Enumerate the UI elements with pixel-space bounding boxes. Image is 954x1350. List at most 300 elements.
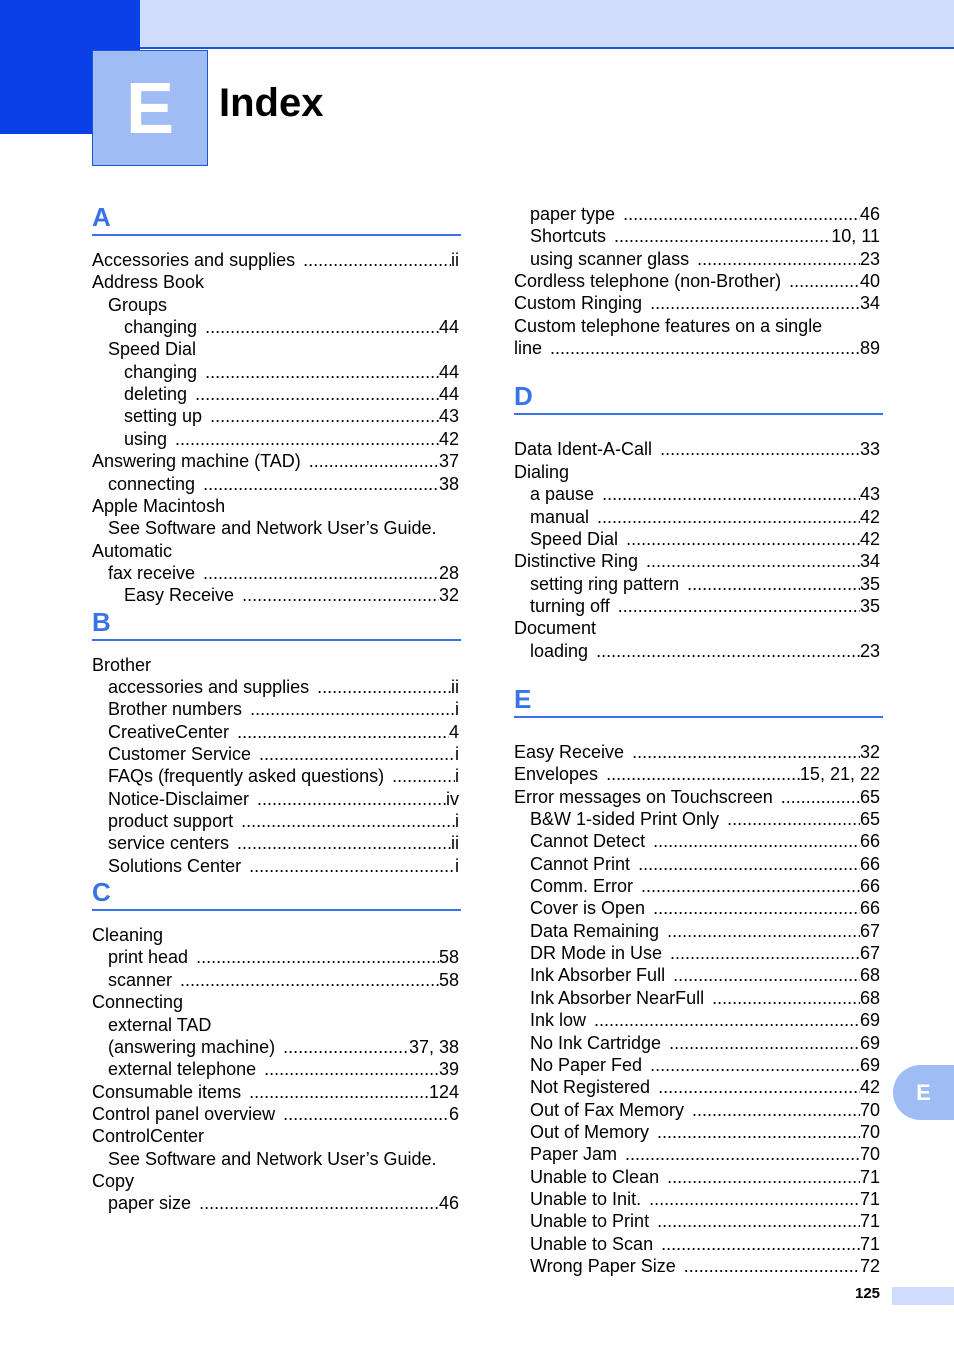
index-entry-page: 32 — [438, 585, 459, 606]
dot-leader — [661, 1032, 860, 1054]
index-entry — [530, 595, 880, 617]
index-entry-term: line — [514, 338, 543, 359]
index-entry-term: FAQs (frequently asked questions) — [108, 766, 385, 787]
dot-leader — [645, 830, 860, 852]
index-entry-term: Not Registered — [530, 1077, 651, 1098]
index-entry-page: 46 — [859, 204, 880, 224]
index-entry — [108, 562, 459, 584]
index-entry-page: i — [455, 766, 459, 787]
index-entry-term: external TAD — [108, 1014, 212, 1035]
index-entry-term: Notice-Disclaimer — [108, 788, 250, 809]
dot-leader — [773, 786, 860, 808]
index-entry — [92, 1081, 459, 1103]
index-entry-term: using scanner glass — [530, 248, 690, 269]
index-entry — [530, 1255, 880, 1277]
index-entry — [530, 1099, 880, 1121]
index-entry-page: 65 — [859, 786, 880, 807]
index-entry-page: 34 — [859, 293, 880, 314]
index-entry-term: Unable to Init. — [530, 1188, 642, 1209]
index-entry-term: Groups — [108, 294, 168, 315]
index-entry-term: Dialing — [514, 461, 570, 482]
dot-leader — [589, 506, 860, 528]
index-entry-page: 42 — [438, 428, 459, 449]
index-entry — [124, 361, 459, 383]
index-entry — [514, 292, 880, 314]
index-entry — [108, 855, 459, 877]
index-entry — [530, 897, 880, 919]
index-entry-page: 68 — [859, 965, 880, 986]
dot-leader — [606, 225, 831, 247]
index-entry-term: Unable to Print — [530, 1211, 650, 1232]
index-entry — [108, 743, 459, 765]
index-entry — [124, 428, 459, 450]
dot-leader — [662, 942, 860, 964]
index-entry-term: DR Mode in Use — [530, 943, 663, 964]
index-entry — [92, 495, 225, 517]
index-entry-term: setting up — [124, 406, 203, 427]
dot-leader — [197, 361, 439, 383]
dot-leader — [645, 897, 860, 919]
index-entry — [530, 875, 880, 897]
index-entry-term: Brother numbers — [108, 699, 243, 720]
dot-leader — [195, 473, 439, 495]
index-entry-term: No Paper Fed — [530, 1054, 643, 1075]
index-entry-term: Unable to Scan — [530, 1233, 654, 1254]
index-entry-page: 44 — [438, 384, 459, 405]
index-entry-page: 72 — [859, 1256, 880, 1276]
dot-leader — [188, 946, 439, 968]
dot-leader — [704, 987, 860, 1009]
section-heading-a: A — [92, 202, 111, 232]
index-entry-page: 66 — [859, 876, 880, 897]
index-entry-term: using — [124, 428, 168, 449]
index-entry — [530, 1233, 880, 1255]
dot-leader — [679, 573, 860, 595]
index-entry — [514, 461, 569, 483]
index-entry — [92, 271, 204, 293]
dot-leader — [676, 1255, 860, 1277]
index-entry-page: 42 — [859, 506, 880, 527]
index-entry-page: 89 — [859, 338, 880, 359]
index-entry-page: ii — [451, 250, 459, 270]
index-entry-term: scanner — [108, 969, 173, 990]
dot-leader — [781, 270, 860, 292]
index-entry-term: Easy Receive — [124, 585, 235, 606]
index-entry-page: 34 — [859, 551, 880, 572]
dot-leader — [195, 562, 439, 584]
index-entry-term: Distinctive Ring — [514, 551, 639, 572]
index-entry-term: No Ink Cartridge — [530, 1032, 662, 1053]
index-entry-term: Automatic — [92, 540, 173, 561]
index-entry-term: Speed Dial — [530, 528, 619, 549]
index-entry-page: i — [455, 855, 459, 876]
index-entry-term: print head — [108, 947, 189, 968]
dot-leader — [542, 337, 860, 359]
dot-leader — [641, 1188, 860, 1210]
index-entry-page: 58 — [438, 947, 459, 968]
index-entry — [92, 924, 163, 946]
dot-leader — [615, 203, 860, 225]
index-entry — [514, 741, 880, 763]
index-entry-term: changing — [124, 361, 198, 382]
dot-leader — [598, 763, 800, 785]
index-entry — [108, 810, 459, 832]
index-entry-term: deleting — [124, 384, 188, 405]
index-entry — [530, 1143, 880, 1165]
index-entry-page: 43 — [859, 484, 880, 505]
index-entry-page: 35 — [859, 595, 880, 616]
dot-leader — [652, 438, 860, 460]
index-entry-term: CreativeCenter — [108, 721, 230, 742]
dot-leader — [642, 292, 860, 314]
index-entry-page: 23 — [859, 248, 880, 269]
index-entry — [92, 450, 459, 472]
index-entry-term: Cordless telephone (non-Brother) — [514, 271, 782, 292]
index-entry-term: connecting — [108, 473, 196, 494]
dot-leader — [659, 1166, 860, 1188]
index-entry-term: Out of Fax Memory — [530, 1099, 685, 1120]
index-entry-term: Ink low — [530, 1010, 587, 1031]
index-entry — [530, 248, 880, 270]
index-entry — [530, 920, 880, 942]
index-entry — [530, 1032, 880, 1054]
page-title: Index — [219, 81, 324, 125]
index-entry — [530, 830, 880, 852]
index-entry — [514, 270, 880, 292]
index-entry — [108, 294, 167, 316]
index-entry — [108, 698, 459, 720]
index-entry-term: Answering machine (TAD) — [92, 451, 301, 472]
dot-leader — [197, 316, 439, 338]
section-heading-e: E — [514, 683, 532, 714]
section-rule — [92, 909, 461, 911]
dot-leader — [638, 550, 860, 572]
index-entry-page: 6 — [448, 1103, 459, 1124]
index-entry — [530, 808, 880, 830]
index-entry-term: loading — [530, 640, 589, 661]
dot-leader — [650, 1076, 860, 1098]
index-entry-page: 71 — [859, 1166, 880, 1187]
index-entry-page: 4 — [448, 721, 459, 742]
dot-leader — [172, 969, 439, 991]
index-entry-page: 58 — [438, 969, 459, 990]
index-entry-page: 67 — [859, 943, 880, 964]
index-entry — [108, 1148, 437, 1170]
index-entry-page: i — [455, 744, 459, 764]
index-entry-term: Custom telephone features on a single — [514, 315, 823, 336]
dot-leader — [617, 1143, 860, 1165]
index-entry-term: Data Ident-A-Call — [514, 439, 653, 460]
index-entry — [92, 991, 183, 1013]
index-entry-term: Apple Macintosh — [92, 495, 226, 516]
index-entry — [108, 517, 437, 539]
index-entry-term: Speed Dial — [108, 339, 197, 360]
index-entry — [108, 765, 459, 787]
index-entry-page: 32 — [859, 741, 880, 762]
dot-leader — [384, 765, 455, 787]
index-entry — [124, 405, 459, 427]
index-entry-term: turning off — [530, 595, 610, 616]
index-entry-page: 70 — [859, 1121, 880, 1142]
index-entry-term: paper size — [108, 1193, 192, 1214]
dot-leader — [719, 808, 860, 830]
dot-leader — [241, 1081, 429, 1103]
dot-leader — [610, 595, 860, 617]
index-entry-page: 70 — [859, 1099, 880, 1120]
dot-leader — [256, 1058, 439, 1080]
index-entry-term: ControlCenter — [92, 1126, 205, 1147]
index-entry — [530, 203, 880, 225]
index-entry — [530, 987, 880, 1009]
page-number-bar — [892, 1287, 954, 1305]
dot-leader — [229, 832, 451, 854]
dot-leader — [642, 1054, 860, 1076]
index-entry — [92, 1103, 459, 1125]
index-entry-page: 42 — [859, 528, 880, 549]
index-entry-term: Connecting — [92, 992, 184, 1013]
index-entry-term: Document — [514, 618, 597, 639]
dot-leader — [309, 676, 451, 698]
dot-leader — [689, 248, 860, 270]
index-entry — [108, 1058, 459, 1080]
index-entry-page: 43 — [438, 406, 459, 427]
index-entry-term: See Software and Network User’s Guide. — [108, 1148, 437, 1169]
index-entry-page: 33 — [859, 439, 880, 460]
dot-leader — [295, 249, 451, 271]
index-entry — [530, 483, 880, 505]
index-entry-term: setting ring pattern — [530, 573, 680, 594]
index-entry-term: Accessories and supplies — [92, 250, 296, 270]
index-entry-term: Comm. Error — [530, 876, 633, 897]
dot-leader — [684, 1099, 860, 1121]
index-entry — [530, 1188, 880, 1210]
index-entry-term: Copy — [92, 1170, 135, 1191]
index-entry-term: Data Remaining — [530, 920, 660, 941]
index-entry-term: See Software and Network User’s Guide. — [108, 518, 437, 539]
index-entry — [108, 969, 459, 991]
index-entry-page: 66 — [859, 898, 880, 919]
header-band — [0, 0, 954, 49]
section-rule — [92, 639, 461, 641]
index-entry — [108, 1014, 211, 1036]
index-entry — [108, 473, 459, 495]
index-entry — [92, 654, 151, 676]
dot-leader — [249, 788, 446, 810]
dot-leader — [191, 1192, 439, 1214]
index-entry-page: iv — [446, 788, 459, 809]
index-entry — [530, 1121, 880, 1143]
index-entry-page: 124 — [428, 1081, 459, 1102]
dot-leader — [234, 584, 439, 606]
index-entry-term: Envelopes — [514, 764, 599, 785]
index-entry-page: 44 — [438, 317, 459, 338]
index-entry-term: Customer Service — [108, 744, 252, 764]
index-entry-term: Cannot Detect — [530, 831, 646, 852]
dot-leader — [633, 875, 860, 897]
index-entry-term: manual — [530, 506, 590, 527]
index-entry-term: Out of Memory — [530, 1121, 650, 1142]
dot-leader — [167, 428, 439, 450]
index-entry — [108, 721, 459, 743]
index-entry-term: product support — [108, 811, 234, 832]
index-entry-term: Paper Jam — [530, 1144, 618, 1165]
index-entry-term: fax receive — [108, 562, 196, 583]
index-entry — [530, 1076, 880, 1098]
index-entry — [108, 1036, 459, 1058]
index-entry — [514, 315, 822, 337]
index-entry-term: Cleaning — [92, 925, 164, 946]
index-entry-term: Cover is Open — [530, 898, 646, 919]
index-entry-page: 15, 21, 22 — [799, 764, 880, 785]
index-entry — [530, 225, 880, 247]
index-entry-page: i — [455, 699, 459, 720]
index-entry-page: 23 — [859, 640, 880, 661]
index-entry-page: 10, 11 — [831, 226, 880, 247]
index-entry-term: Address Book — [92, 272, 205, 293]
index-entry-page: 28 — [438, 562, 459, 583]
dot-leader — [586, 1009, 860, 1031]
index-entry-page: 38 — [438, 473, 459, 494]
index-entry-page: ii — [451, 676, 459, 697]
dot-leader — [649, 1210, 860, 1232]
index-entry-page: 69 — [859, 1010, 880, 1031]
index-entry — [514, 550, 880, 572]
index-entry-term: Consumable items — [92, 1081, 242, 1102]
index-entry-term: B&W 1-sided Print Only — [530, 809, 720, 829]
index-entry — [514, 337, 880, 359]
index-entry — [108, 1192, 459, 1214]
index-entry-term: Unable to Clean — [530, 1166, 660, 1187]
index-entry-term: Shortcuts — [530, 226, 607, 247]
section-rule — [514, 413, 883, 415]
index-entry-term: external telephone — [108, 1059, 257, 1080]
index-entry — [530, 640, 880, 662]
index-entry-page: 71 — [859, 1211, 880, 1232]
index-entry-page: 46 — [438, 1193, 459, 1214]
index-entry-term: Brother — [92, 654, 152, 675]
index-entry-page: 70 — [859, 1144, 880, 1165]
index-entry-page: 68 — [859, 987, 880, 1008]
index-entry — [92, 249, 459, 271]
chapter-letter-box: E — [92, 50, 208, 166]
dot-leader — [242, 698, 455, 720]
index-entry-page: 67 — [859, 920, 880, 941]
index-entry-page: 66 — [859, 853, 880, 874]
index-entry-term: paper type — [530, 204, 616, 224]
index-entry-term: Control panel overview — [92, 1103, 276, 1124]
index-entry-page: ii — [451, 833, 459, 854]
index-entry-term: Solutions Center — [108, 855, 242, 876]
section-rule — [514, 716, 883, 718]
index-entry — [530, 506, 880, 528]
dot-leader — [649, 1121, 860, 1143]
index-entry-page: 44 — [438, 361, 459, 382]
index-entry — [108, 676, 459, 698]
index-entry — [514, 438, 880, 460]
index-entry-term: Easy Receive — [514, 741, 625, 762]
index-entry — [530, 1210, 880, 1232]
index-entry-page: 65 — [859, 809, 880, 829]
index-entry-page: 66 — [859, 831, 880, 852]
index-entry — [514, 763, 880, 785]
index-entry-term: Ink Absorber NearFull — [530, 987, 705, 1008]
index-entry-page: 69 — [859, 1054, 880, 1075]
index-entry-page: 42 — [859, 1077, 880, 1098]
dot-leader — [659, 920, 860, 942]
index-entry-page: 37 — [438, 451, 459, 472]
index-entry — [124, 383, 459, 405]
section-rule — [92, 234, 461, 236]
index-entry-term: Custom Ringing — [514, 293, 643, 314]
index-entry-term: a pause — [530, 484, 595, 505]
index-entry-page: 71 — [859, 1233, 880, 1254]
index-entry-page: 35 — [859, 573, 880, 594]
dot-leader — [653, 1233, 860, 1255]
dot-leader — [187, 383, 439, 405]
index-entry — [530, 573, 880, 595]
index-entry — [530, 1009, 880, 1031]
chapter-side-tab: E — [893, 1065, 954, 1120]
index-entry — [530, 1054, 880, 1076]
index-entry-term: Ink Absorber Full — [530, 965, 666, 986]
index-entry — [92, 1170, 134, 1192]
dot-leader — [275, 1036, 409, 1058]
index-entry — [108, 946, 459, 968]
dot-leader — [618, 528, 860, 550]
index-entry-term: changing — [124, 317, 198, 338]
index-entry-term: service centers — [108, 833, 230, 854]
section-heading-c: C — [92, 877, 111, 908]
index-entry-page: 37, 38 — [408, 1036, 459, 1057]
index-entry-page: i — [455, 811, 459, 832]
index-entry — [124, 316, 459, 338]
index-entry-page: 40 — [859, 271, 880, 292]
index-entry — [514, 617, 596, 639]
section-heading-b: B — [92, 606, 111, 637]
dot-leader — [233, 810, 455, 832]
dot-leader — [241, 855, 455, 877]
index-entry — [108, 788, 459, 810]
index-entry-term: Cannot Print — [530, 853, 631, 874]
index-entry — [530, 1166, 880, 1188]
index-entry-term: accessories and supplies — [108, 676, 310, 697]
dot-leader — [275, 1103, 449, 1125]
dot-leader — [630, 853, 860, 875]
index-entry — [124, 584, 459, 606]
dot-leader — [301, 450, 439, 472]
index-entry-term: (answering machine) — [108, 1036, 276, 1057]
dot-leader — [594, 483, 860, 505]
dot-leader — [624, 741, 860, 763]
index-entry — [530, 853, 880, 875]
dot-leader — [588, 640, 860, 662]
index-entry — [530, 964, 880, 986]
dot-leader — [251, 743, 455, 765]
index-entry — [108, 338, 196, 360]
index-entry-term: Error messages on Touchscreen — [514, 786, 773, 807]
index-entry — [92, 1125, 204, 1147]
index-entry-page: 71 — [859, 1188, 880, 1209]
section-heading-d: D — [514, 381, 533, 412]
index-entry-page: 39 — [438, 1059, 459, 1080]
index-entry — [530, 942, 880, 964]
index-entry-term: Wrong Paper Size — [530, 1256, 676, 1276]
index-entry — [514, 786, 880, 808]
index-entry — [92, 540, 172, 562]
index-entry — [530, 528, 880, 550]
dot-leader — [665, 964, 860, 986]
dot-leader — [202, 405, 439, 427]
